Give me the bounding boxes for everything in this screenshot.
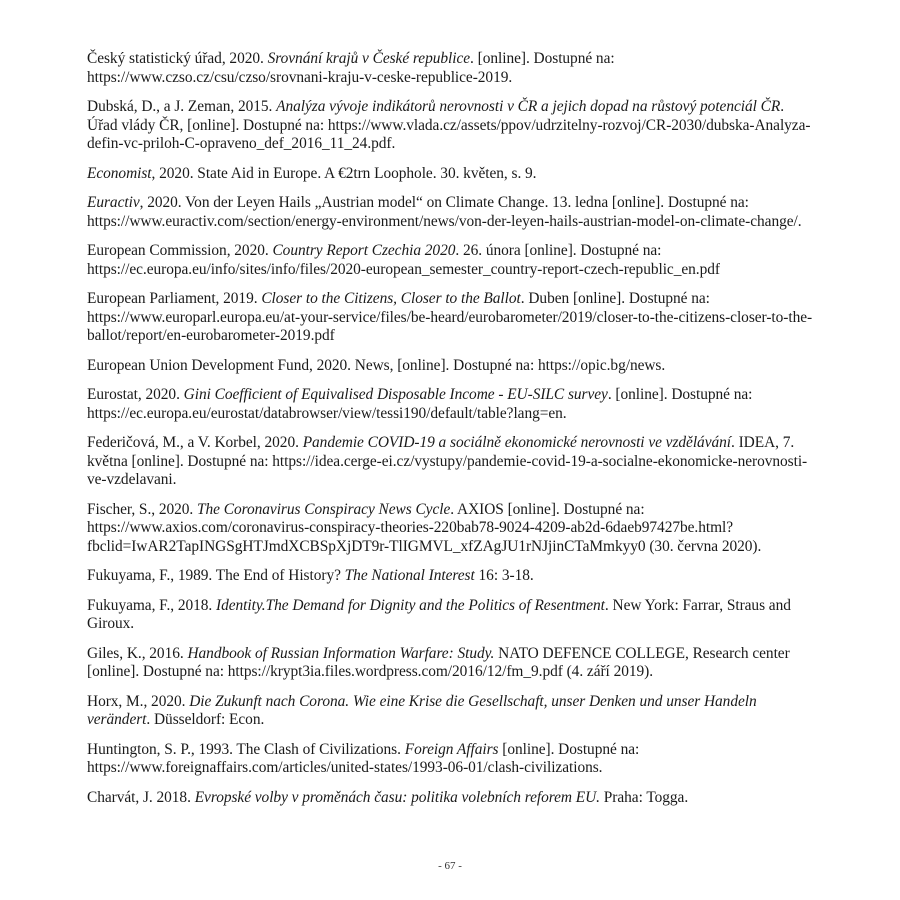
reference-entry: European Commission, 2020. Country Report Czechia 2020. 26. února [online]. Dostupné na: https://ec.europa.eu/info/sites/info/files/2020-european_semester_country-report-czech-republic_en.pdf: [87, 242, 720, 278]
reference-entry: Giles, K., 2016. Handbook of Russian Information Warfare: Study. NATO DEFENCE COLLEGE, Research center [online]. Dostupné na: https://krypt3ia.files.wordpress.com/2016/12/fm_9.pdf (4. září 2019).: [87, 644, 790, 680]
reference-entry: Economist, 2020. State Aid in Europe. A €2trn Loophole. 30. květen, s. 9.: [87, 164, 537, 182]
reference-entry: Dubská, D., a J. Zeman, 2015. Analýza vývoje indikátorů nerovnosti v ČR a jejich dopad na růstový potenciál ČR. Úřad vlády ČR, [online]. Dostupné na: https://www.vlada.cz/assets/ppov/udrzitelny-rozvoj/CR-2030/dubska-Analyza-defin-vc-priloh-C-opraveno_def_2016_11_24.pdf.: [87, 98, 811, 152]
reference-entry: Euractiv, 2020. Von der Leyen Hails „Austrian model“ on Climate Change. 13. ledna [online]. Dostupné na: https://www.euractiv.com/section/energy-environment/news/von-der-leyen-hails-austrian-model-on-climate-change/.: [87, 194, 802, 230]
reference-entry: Fischer, S., 2020. The Coronavirus Conspiracy News Cycle. AXIOS [online]. Dostupné na: https://www.axios.com/coronavirus-conspiracy-theories-220bab78-9024-4209-ab2d-6daeb97427be.html?fbclid=IwAR2TapINGSgHTJmdXCBSpXjDT9r-TlIGMVL_xfZAgJU1rNJjinCTaMmkyy0 (30. června 2020).: [87, 500, 762, 555]
reference-entry: Charvát, J. 2018. Evropské volby v proměnách času: politika volebních reforem EU. Praha: Togga.: [87, 788, 689, 806]
reference-entry: Český statistický úřad, 2020. Srovnání krajů v České republice. [online]. Dostupné na: https://www.czso.cz/csu/czso/srovnani-kraju-v-ceske-republice-2019.: [87, 50, 615, 86]
reference-entry: Federičová, M., a V. Korbel, 2020. Pandemie COVID-19 a sociálně ekonomické nerovnosti ve vzdělávání. IDEA, 7. května [online]. Dostupné na: https://idea.cerge-ei.cz/vystupy/pandemie-covid-19-a-socialne-ekonomicke-nerovnosti-ve-vzdelavani.: [87, 434, 808, 488]
reference-list: [87, 50, 817, 818]
page-number: - 67 -: [438, 860, 462, 872]
reference-entry: Huntington, S. P., 1993. The Clash of Civilizations. Foreign Affairs [online]. Dostupné na: https://www.foreignaffairs.com/articles/united-states/1993-06-01/clash-civilizations.: [87, 740, 640, 776]
reference-entry: European Parliament, 2019. Closer to the Citizens, Closer to the Ballot. Duben [online]. Dostupné na: https://www.europarl.europa.eu/at-your-service/files/be-heard/eurobarometer/2019/closer-to-the-citizens-closer-to-the-ballot/report/en-eurobarometer-2019.pdf: [87, 290, 813, 344]
reference-entry: Fukuyama, F., 2018. Identity.The Demand for Dignity and the Politics of Resentment. New York: Farrar, Straus and Giroux.: [87, 596, 791, 632]
reference-entry: Horx, M., 2020. Die Zukunft nach Corona. Wie eine Krise die Gesellschaft, unser Denken und unser Handeln verändert. Düsseldorf: Econ.: [87, 692, 757, 728]
reference-entry: Eurostat, 2020. Gini Coefficient of Equivalised Disposable Income - EU-SILC survey. [online]. Dostupné na: https://ec.europa.eu/eurostat/databrowser/view/tessi190/default/table?lang=en.: [87, 386, 753, 422]
reference-entry: European Union Development Fund, 2020. News, [online]. Dostupné na: https://opic.bg/news.: [87, 356, 666, 374]
reference-entry: Fukuyama, F., 1989. The End of History? The National Interest 16: 3-18.: [87, 567, 534, 584]
